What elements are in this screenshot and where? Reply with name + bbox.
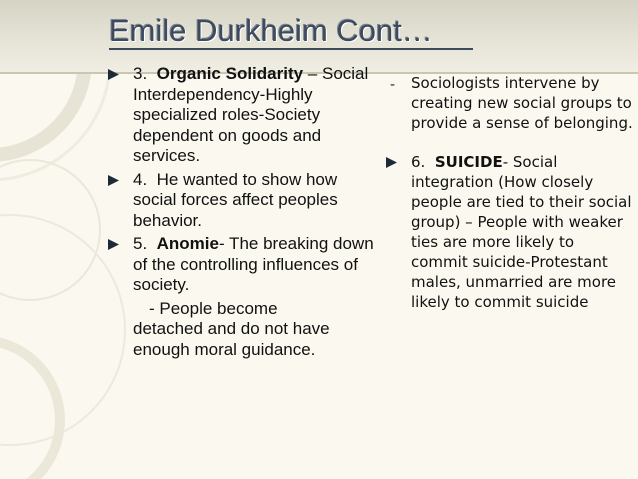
item-term: Organic Solidarity: [156, 64, 304, 83]
bullet-item: [107, 234, 375, 296]
item-text: He wanted to show how social forces affect peoples behavior.: [133, 169, 338, 230]
item-text: – Social Interdependency-Highly specialized roles-Society dependent on goods and services.: [133, 64, 369, 165]
bullet-icon: [107, 238, 120, 251]
item-text: Sociologists intervene by creating new social groups to provide a sense of belonging.: [411, 74, 633, 132]
dash-item: [385, 73, 635, 133]
bullet-item: [107, 170, 375, 232]
bullet-icon: [107, 68, 120, 81]
item-term: SUICIDE: [434, 153, 503, 171]
sub-paragraph-first-line: - People become: [149, 298, 278, 318]
item-number: 5.: [133, 234, 148, 253]
title-underline: [109, 48, 473, 50]
item-term: Anomie: [156, 234, 219, 253]
item-number: 3.: [133, 64, 148, 83]
sub-paragraph-text: detached and do not have enough moral guidance.: [133, 319, 330, 359]
bullet-item: [107, 64, 375, 167]
left-column: [107, 64, 375, 360]
bullet-item: [385, 152, 635, 312]
item-text: - Social integration (How closely people are tied to their social group) – People with weaker ties are more likely to commit suicide-Protestant males, unmarried are more likely to commit suicide: [411, 153, 632, 311]
item-number: 6.: [411, 153, 426, 171]
slide-title: Emile Durkheim Cont…: [109, 13, 433, 48]
bullet-icon: [107, 174, 120, 187]
item-text: - The breaking down of the controlling influences of society.: [133, 234, 374, 294]
right-column: [385, 73, 635, 312]
sub-paragraph: [107, 299, 375, 361]
item-number: 4.: [133, 169, 148, 189]
dash-marker: -: [390, 77, 396, 93]
bullet-icon: [385, 156, 398, 169]
